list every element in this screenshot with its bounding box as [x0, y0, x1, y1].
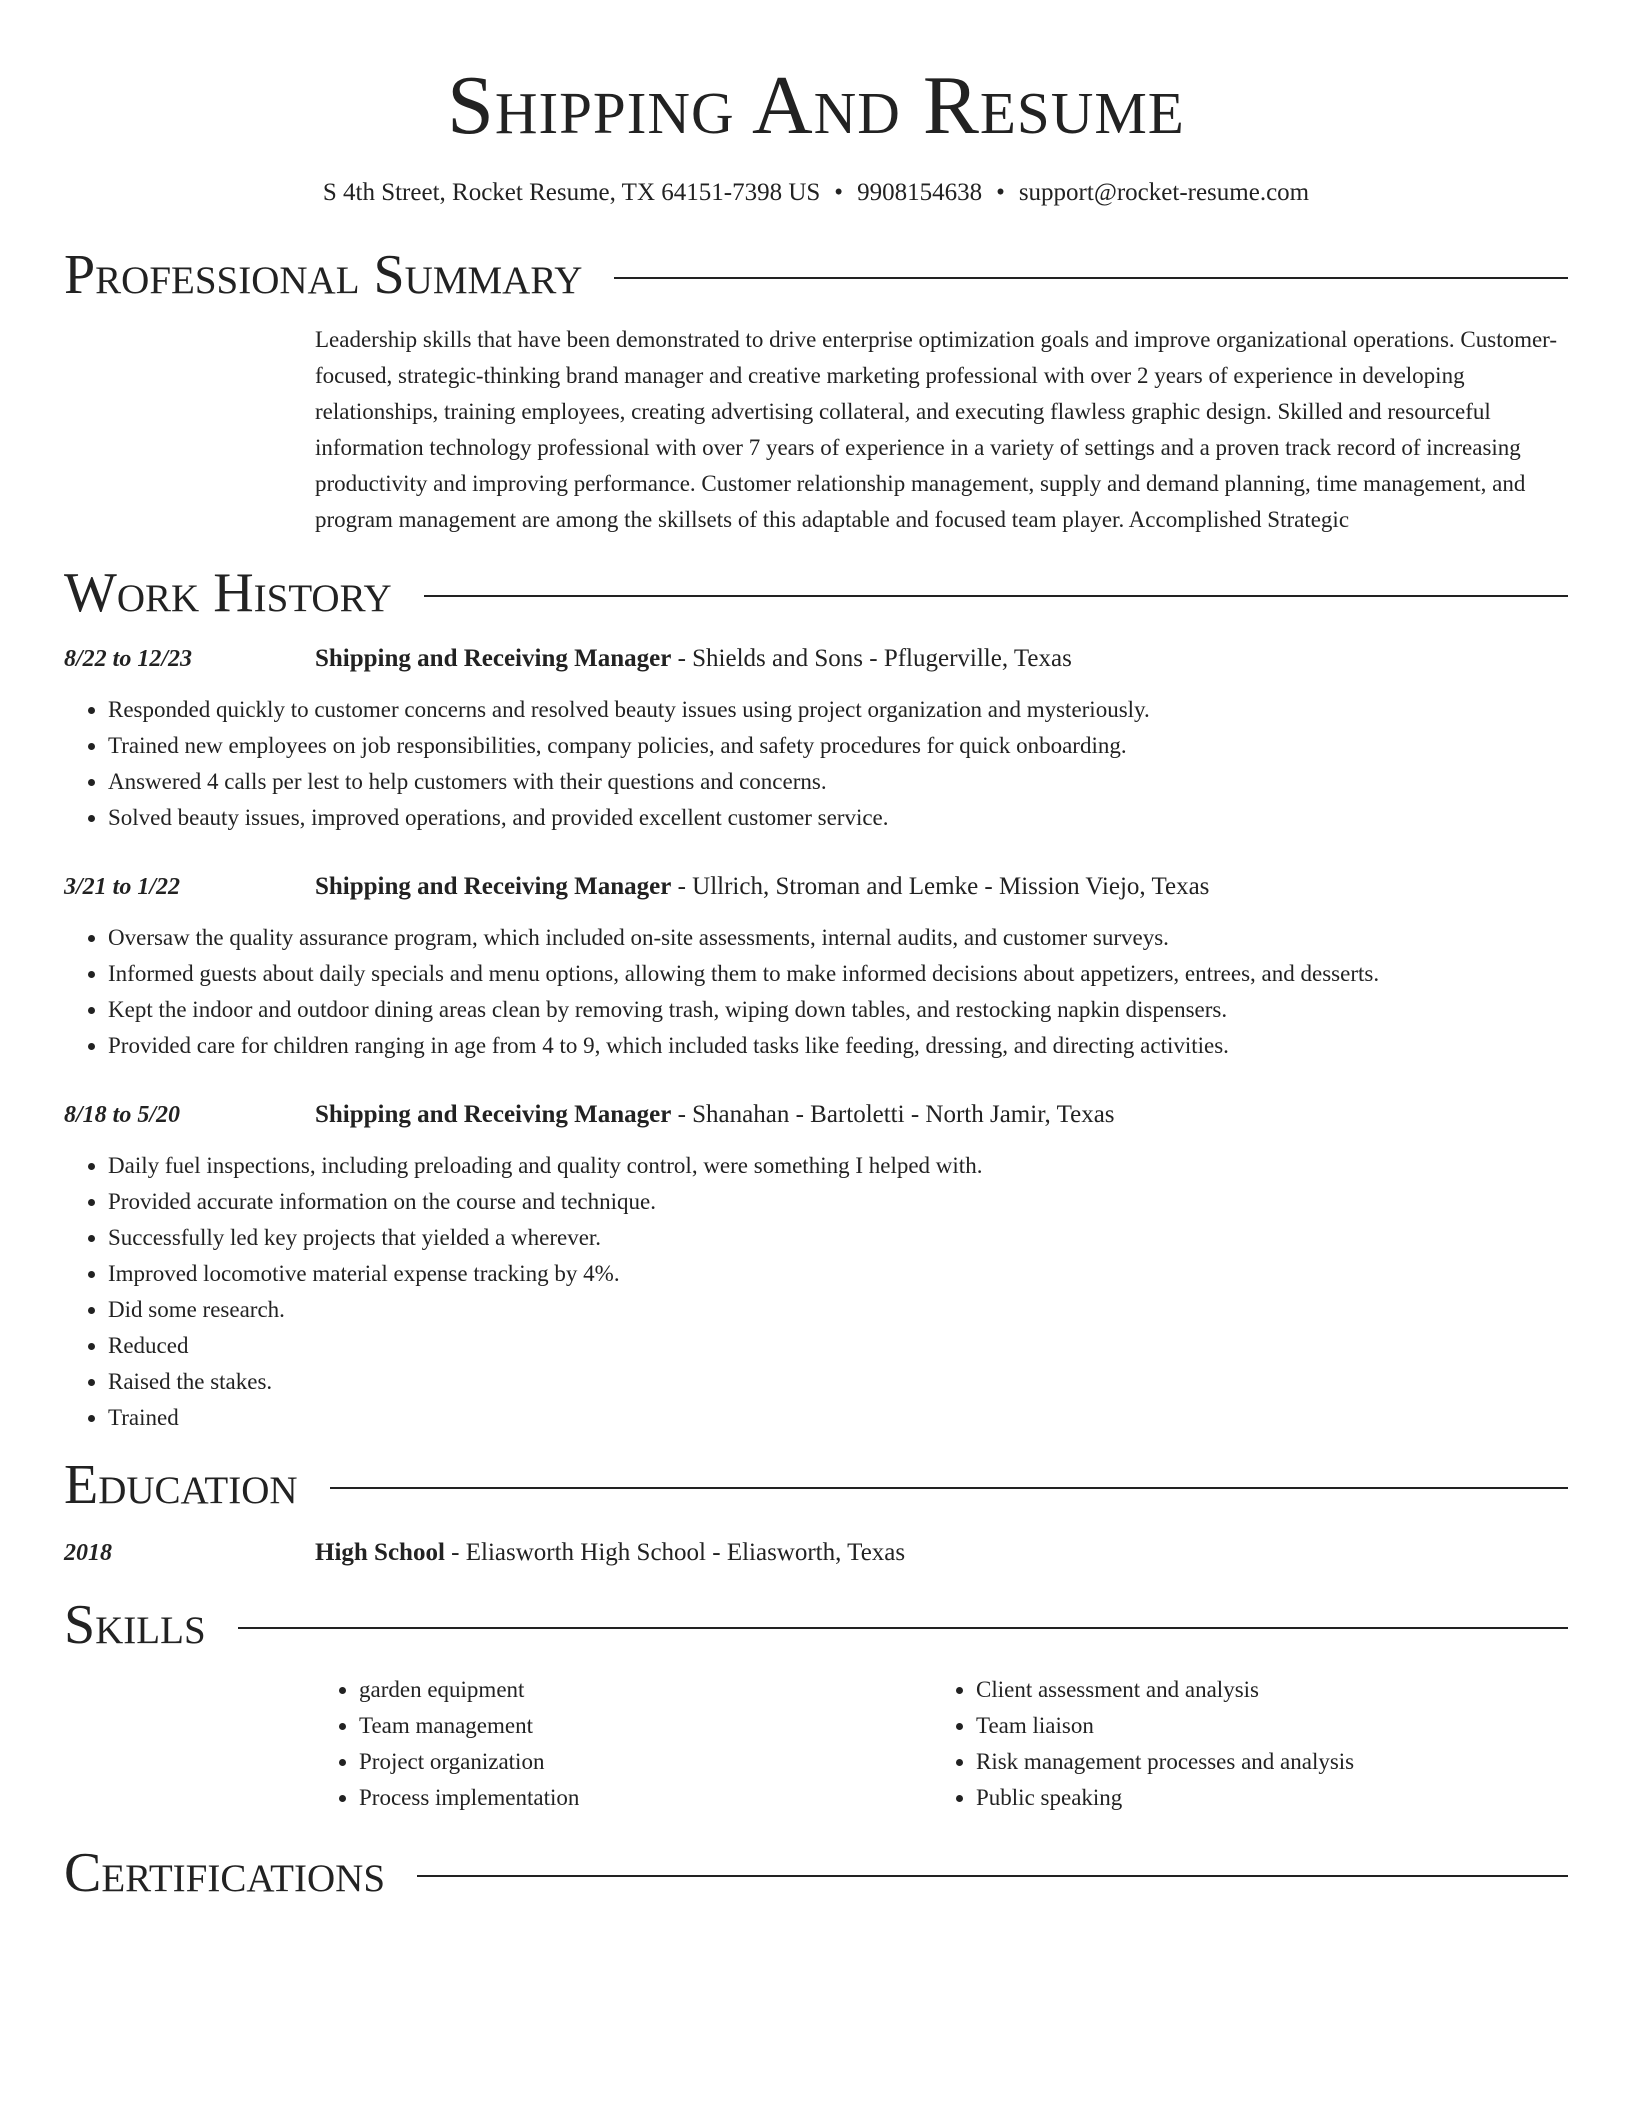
address: S 4th Street, Rocket Resume, TX 64151-7398 US [322, 179, 821, 206]
contact-line [64, 176, 1568, 210]
list-item: • Team liaison [976, 1708, 1549, 1744]
job-entry [64, 868, 1568, 1064]
list-item: • Process implementation [359, 1780, 932, 1816]
job-bullets [64, 692, 1568, 836]
section-title-work: Work History [64, 562, 392, 624]
list-item: • Raised the stakes. [108, 1364, 1568, 1400]
skills-column-right [932, 1672, 1549, 1816]
job-title: Shipping and Receiving Manager [315, 1101, 672, 1128]
job-company: - Shanahan - Bartoletti - North Jamir, Texas [671, 1101, 1115, 1128]
job-title: Shipping and Receiving Manager [315, 873, 672, 900]
email-link[interactable]: support@rocket-resume.com [1018, 179, 1310, 206]
list-item: • Oversaw the quality assurance program, which included on-site assessments, internal audits, and customer surveys. [108, 920, 1568, 956]
job-bullets [64, 1148, 1568, 1436]
list-item: • Provided accurate information on the course and technique. [108, 1184, 1568, 1220]
job-company: - Ullrich, Stroman and Lemke - Mission Viejo, Texas [671, 873, 1210, 900]
resume-name: Shipping And Resume [447, 59, 1185, 152]
job-title: Shipping and Receiving Manager [315, 645, 672, 672]
list-item: • Answered 4 calls per lest to help customers with their questions and concerns. [108, 764, 1568, 800]
list-item: • Solved beauty issues, improved operations, and provided excellent customer service. [108, 800, 1568, 836]
skills-list [315, 1672, 932, 1816]
list-item: • Improved locomotive material expense tracking by 4%. [108, 1256, 1568, 1292]
list-item: • Public speaking [976, 1780, 1549, 1816]
section-divider [330, 1487, 1568, 1489]
section-title-education: Education [64, 1454, 298, 1516]
list-item: • Trained new employees on job responsibilities, company policies, and safety procedures for quick onboarding. [108, 728, 1568, 764]
job-date: 8/22 to 12/23 [64, 646, 193, 672]
summary-text: Leadership skills that have been demonstrated to drive enterprise optimization goals and improve organizational operations. Customer-focused, strategic-thinking brand manager and creative marketing professional with over 2 years of experience in developing relationships, training employees, creating advertising collateral, and executing flawless graphic design. Skilled and resourceful information technology professional with over 7 years of experience in a variety of settings and a proven track record of increasing productivity and improving performance. Customer relationship management, supply and demand planning, time management, and program management are among the skillsets of this adaptable and focused team player. Accomplished Strategic [315, 327, 1558, 532]
job-date: 8/18 to 5/20 [64, 1102, 181, 1128]
separator: • [834, 179, 844, 206]
section-divider [614, 277, 1568, 279]
job-bullets [64, 920, 1568, 1064]
skills-section-header [64, 1590, 1568, 1660]
job-header [64, 640, 1568, 678]
section-title-certifications: Certifications [64, 1842, 386, 1904]
skills-column-left [315, 1672, 932, 1816]
list-item: • Did some research. [108, 1292, 1568, 1328]
list-item: • Kept the indoor and outdoor dining areas clean by removing trash, wiping down tables, and restocking napkin dispensers. [108, 992, 1568, 1028]
job-company: - Shields and Sons - Pflugerville, Texas [671, 645, 1072, 672]
education-entry [64, 1534, 1568, 1572]
section-divider [424, 595, 1568, 597]
list-item: • Responded quickly to customer concerns and resolved beauty issues using project organization and mysteriously. [108, 692, 1568, 728]
job-entry [64, 1096, 1568, 1436]
summary-section-header [64, 240, 1568, 310]
education-degree: High School [315, 1539, 445, 1566]
list-item: • Daily fuel inspections, including preloading and quality control, were something I helped with. [108, 1148, 1568, 1184]
job-header [64, 868, 1568, 906]
work-section-header [64, 558, 1568, 628]
section-divider [417, 1875, 1568, 1877]
list-item: • Successfully led key projects that yielded a wherever. [108, 1220, 1568, 1256]
skills-grid [315, 1672, 1568, 1816]
list-item: • garden equipment [359, 1672, 932, 1708]
skills-list [932, 1672, 1549, 1816]
education-section-header [64, 1450, 1568, 1520]
list-item: • Team management [359, 1708, 932, 1744]
list-item: • Informed guests about daily specials and menu options, allowing them to make informed decisions about appetizers, entrees, and desserts. [108, 956, 1568, 992]
job-entry [64, 640, 1568, 836]
list-item: • Trained [108, 1400, 1568, 1436]
separator: • [996, 179, 1005, 206]
certifications-section-header [64, 1838, 1568, 1908]
list-item: • Client assessment and analysis [976, 1672, 1549, 1708]
job-header [64, 1096, 1568, 1134]
education-header [64, 1534, 1568, 1572]
list-item: • Project organization [359, 1744, 932, 1780]
resume-page [64, 0, 1568, 1908]
phone: 9908154638 [857, 179, 983, 206]
list-item: • Provided care for children ranging in age from 4 to 9, which included tasks like feeding, dressing, and directing activities. [108, 1028, 1568, 1064]
list-item: • Reduced [108, 1328, 1568, 1364]
education-date: 2018 [64, 1540, 112, 1566]
education-school: - Eliasworth High School - Eliasworth, Texas [444, 1539, 906, 1566]
section-divider [238, 1627, 1568, 1629]
section-title-summary: Professional Summary [64, 244, 583, 306]
list-item: • Risk management processes and analysis [976, 1744, 1549, 1780]
job-date: 3/21 to 1/22 [64, 874, 181, 900]
section-title-skills: Skills [64, 1594, 206, 1656]
